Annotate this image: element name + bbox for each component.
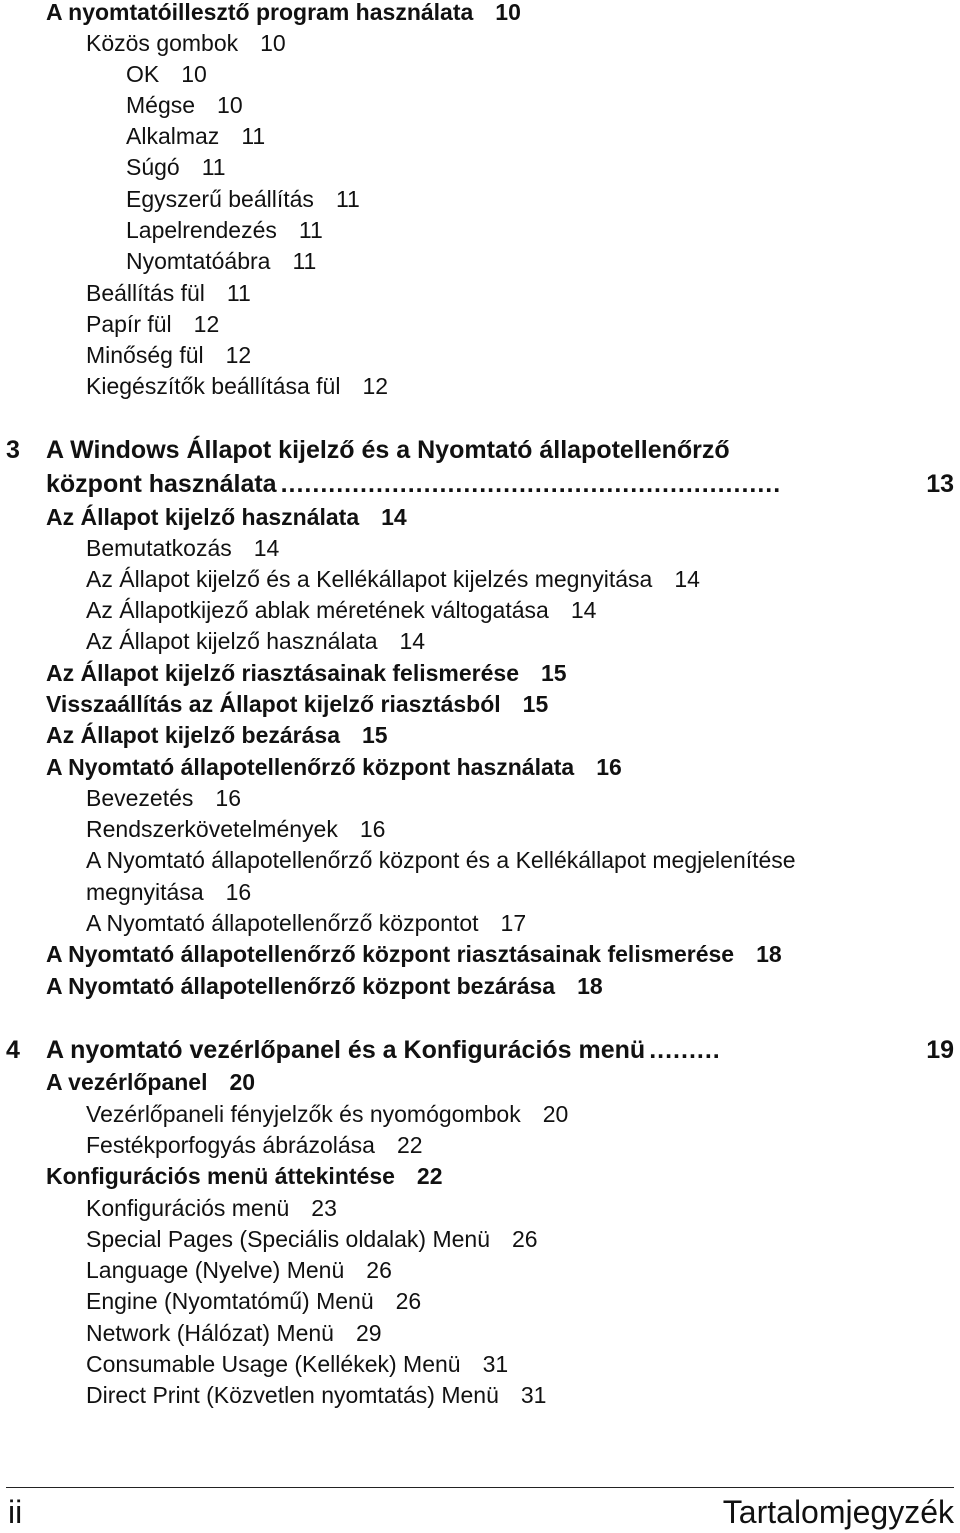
toc-entry-level2: [0, 783, 960, 813]
toc-entry-page: 14: [674, 566, 700, 592]
toc-entry-level1: [0, 689, 960, 719]
toc-entry-page: 11: [226, 280, 251, 306]
toc-entry-level2: [0, 1099, 960, 1129]
toc-entry-page: 14: [570, 597, 597, 623]
toc-entry-text: Network (Hálózat) Menü: [86, 1320, 334, 1346]
toc-entry-text: Minőség fül: [86, 342, 204, 368]
toc-entry-text: megnyitása: [86, 879, 204, 905]
toc-entry-level2: [0, 340, 960, 370]
toc-entry-text: OK: [126, 61, 160, 87]
toc-entry-page: 22: [396, 1132, 423, 1158]
toc-entry-level2: [0, 1193, 960, 1223]
toc-entry-page: 16: [359, 816, 386, 842]
dot-leader: .........: [649, 1036, 721, 1064]
toc-entry-page: 10: [495, 0, 521, 25]
toc-entry-page: 23: [311, 1195, 337, 1221]
toc-entry-page: 15: [540, 660, 567, 686]
toc-entry-level2: [0, 309, 960, 339]
toc-entry-page: 10: [217, 92, 243, 118]
toc-entry-text: Az Állapot kijelző használata: [46, 504, 360, 530]
toc-entry-level2: [0, 533, 960, 563]
chapter-number: 4: [6, 1036, 20, 1064]
toc-entry-text: Egyszerű beállítás: [126, 186, 314, 212]
toc-entry-page: 26: [512, 1226, 538, 1252]
toc-entry-page: 14: [399, 628, 426, 654]
chapter-heading: [0, 435, 960, 501]
toc-entry-page: 15: [361, 722, 388, 748]
toc-entry-page: 14: [381, 504, 407, 530]
toc-entry-level2: [0, 1224, 960, 1254]
toc-entry-text: Az Állapot kijelző használata: [86, 628, 378, 654]
chapter-heading: [0, 1035, 960, 1067]
toc-entry-text: Kiegészítők beállítása fül: [86, 373, 341, 399]
footer-section-title: Tartalomjegyzék: [722, 1494, 954, 1530]
toc-entry-level2: [0, 1349, 960, 1379]
toc-entry-text: A Nyomtató állapotellenőrző központot: [86, 910, 479, 936]
chapter-title-line: A nyomtató vezérlőpanel és a Konfigurációs menü: [46, 1036, 646, 1064]
toc-entry-level2: [0, 1286, 960, 1316]
toc-entry-level2: [0, 814, 960, 844]
toc-entry-page: 17: [500, 910, 527, 936]
toc-entry-page: 11: [292, 248, 317, 274]
toc-entry-level2: [0, 626, 960, 656]
toc-entry-level1: [0, 0, 960, 27]
toc-entry-page: 26: [395, 1288, 422, 1314]
toc-entry-level3: [0, 90, 960, 120]
toc-entry-page: 18: [756, 941, 782, 967]
toc-entry-text: Az Állapot kijelző bezárása: [46, 722, 340, 748]
toc-entry-text: Mégse: [126, 92, 196, 118]
toc-entry-text: Papír fül: [86, 311, 172, 337]
toc-entry-text: A Nyomtató állapotellenőrző központ riasztásainak felismerése: [46, 941, 735, 967]
chapter-title-lastline: [46, 1035, 954, 1066]
toc-entry-level2: [0, 1130, 960, 1160]
toc-entry-level1: [0, 1067, 960, 1097]
toc-entry-text: Direct Print (Közvetlen nyomtatás) Menü: [86, 1382, 499, 1408]
toc-entry-text: Konfigurációs menü: [86, 1195, 290, 1221]
toc-entry-level2: [0, 908, 960, 938]
toc-entry-page: 14: [253, 535, 280, 561]
toc-entry-page: 11: [241, 123, 266, 149]
toc-entry-text: Vezérlőpaneli fényjelzők és nyomógombok: [86, 1101, 521, 1127]
toc-entry-page: 22: [416, 1163, 443, 1189]
toc-entry-level2: [0, 595, 960, 625]
toc-entry-text: Bemutatkozás: [86, 535, 232, 561]
toc-entry-page: 12: [193, 311, 220, 337]
toc-entry-level3: [0, 59, 960, 89]
toc-entry-level3: [0, 184, 960, 214]
toc-entry-page: 26: [366, 1257, 392, 1283]
toc-entry-page: 16: [215, 785, 241, 811]
toc-entry-level1: [0, 1161, 960, 1191]
toc-entry-level1: [0, 971, 960, 1001]
toc-entry-text: Rendszerkövetelmények: [86, 816, 338, 842]
toc-entry-level1: [0, 502, 960, 532]
toc-entry-level2: [0, 1380, 960, 1410]
toc-entry-level3: [0, 121, 960, 151]
toc-entry-text: Súgó: [126, 154, 180, 180]
footer-divider: [6, 1487, 954, 1488]
toc-entry-text: Beállítás fül: [86, 280, 205, 306]
toc-entry-text: Special Pages (Speciális oldalak) Menü: [86, 1226, 490, 1252]
toc-entry-text: Konfigurációs menü áttekintése: [46, 1163, 395, 1189]
toc-entry-page: 11: [298, 217, 323, 243]
chapter-page: 19: [926, 1036, 954, 1064]
toc-entry-level2: [0, 1318, 960, 1348]
chapter-title-lastline: [46, 469, 954, 500]
toc-entry-page: 29: [355, 1320, 382, 1346]
toc-entry-text: Az Állapotkijező ablak méretének váltogatása: [86, 597, 549, 623]
toc-entry-text: Engine (Nyomtatómű) Menü: [86, 1288, 374, 1314]
toc-entry-level2: [0, 371, 960, 401]
toc-entry-text: A Nyomtató állapotellenőrző központ bezárása: [46, 973, 556, 999]
toc-entry-page: 18: [577, 973, 603, 999]
toc-entry-level3: [0, 246, 960, 276]
toc-entry-page: 10: [260, 30, 286, 56]
toc-entry-page: 12: [362, 373, 389, 399]
toc-entry-level2-continued: [0, 877, 960, 907]
toc-entry-text: Language (Nyelve) Menü: [86, 1257, 345, 1283]
toc-entry-text: Alkalmaz: [126, 123, 220, 149]
toc-entry-text: Festékporfogyás ábrázolása: [86, 1132, 375, 1158]
toc-entry-level2: [0, 278, 960, 308]
toc-entry-level1: [0, 658, 960, 688]
chapter-title-line: központ használata: [46, 470, 277, 498]
toc-entry-page: 16: [596, 754, 622, 780]
toc-entry-text: A Nyomtató állapotellenőrző központ használata: [46, 754, 575, 780]
toc-entry-text: Consumable Usage (Kellékek) Menü: [86, 1351, 461, 1377]
toc-entry-text: A Nyomtató állapotellenőrző központ és a Kellékállapot megjelenítése: [86, 847, 796, 873]
toc-entry-text: Visszaállítás az Állapot kijelző riasztásból: [46, 691, 501, 717]
dot-leader: ...............................................................: [280, 470, 782, 498]
chapter-title-line: A Windows Állapot kijelző és a Nyomtató állapotellenőrző: [46, 436, 730, 464]
toc-entry-page: 31: [482, 1351, 509, 1377]
toc-entry-level2: [0, 1255, 960, 1285]
toc-entry-level1: [0, 720, 960, 750]
toc-entry-level3: [0, 215, 960, 245]
toc-entry-text: Bevezetés: [86, 785, 194, 811]
toc-entry-page: 11: [335, 186, 360, 212]
toc-entry-page: 15: [522, 691, 549, 717]
toc-entry-page: 11: [201, 154, 226, 180]
toc-entry-text: Az Állapot kijelző és a Kellékállapot kijelzés megnyitása: [86, 566, 653, 592]
toc-entry-page: 31: [520, 1382, 547, 1408]
toc-entry-level3: [0, 152, 960, 182]
toc-entry-text: A vezérlőpanel: [46, 1069, 208, 1095]
toc-entry-page: 20: [229, 1069, 256, 1095]
toc-entry-page: 12: [225, 342, 252, 368]
toc-entry-text: A nyomtatóillesztő program használata: [46, 0, 474, 25]
toc-entry-level2: [0, 28, 960, 58]
toc-entry-text: Nyomtatóábra: [126, 248, 271, 274]
toc-entry-page: 20: [542, 1101, 569, 1127]
toc-entry-page: 16: [225, 879, 252, 905]
footer-page-number: ii: [8, 1494, 23, 1530]
toc-entry-level2: [0, 564, 960, 594]
toc-entry-level1: [0, 752, 960, 782]
toc-entry-text: Lapelrendezés: [126, 217, 277, 243]
toc-entry-text: Az Állapot kijelző riasztásainak felismerése: [46, 660, 519, 686]
toc-entry-text: Közös gombok: [86, 30, 239, 56]
toc-entry-level2: [0, 845, 960, 875]
chapter-number: 3: [6, 436, 20, 464]
toc-entry-level1: [0, 939, 960, 969]
chapter-page: 13: [926, 470, 954, 498]
toc-entry-page: 10: [181, 61, 207, 87]
